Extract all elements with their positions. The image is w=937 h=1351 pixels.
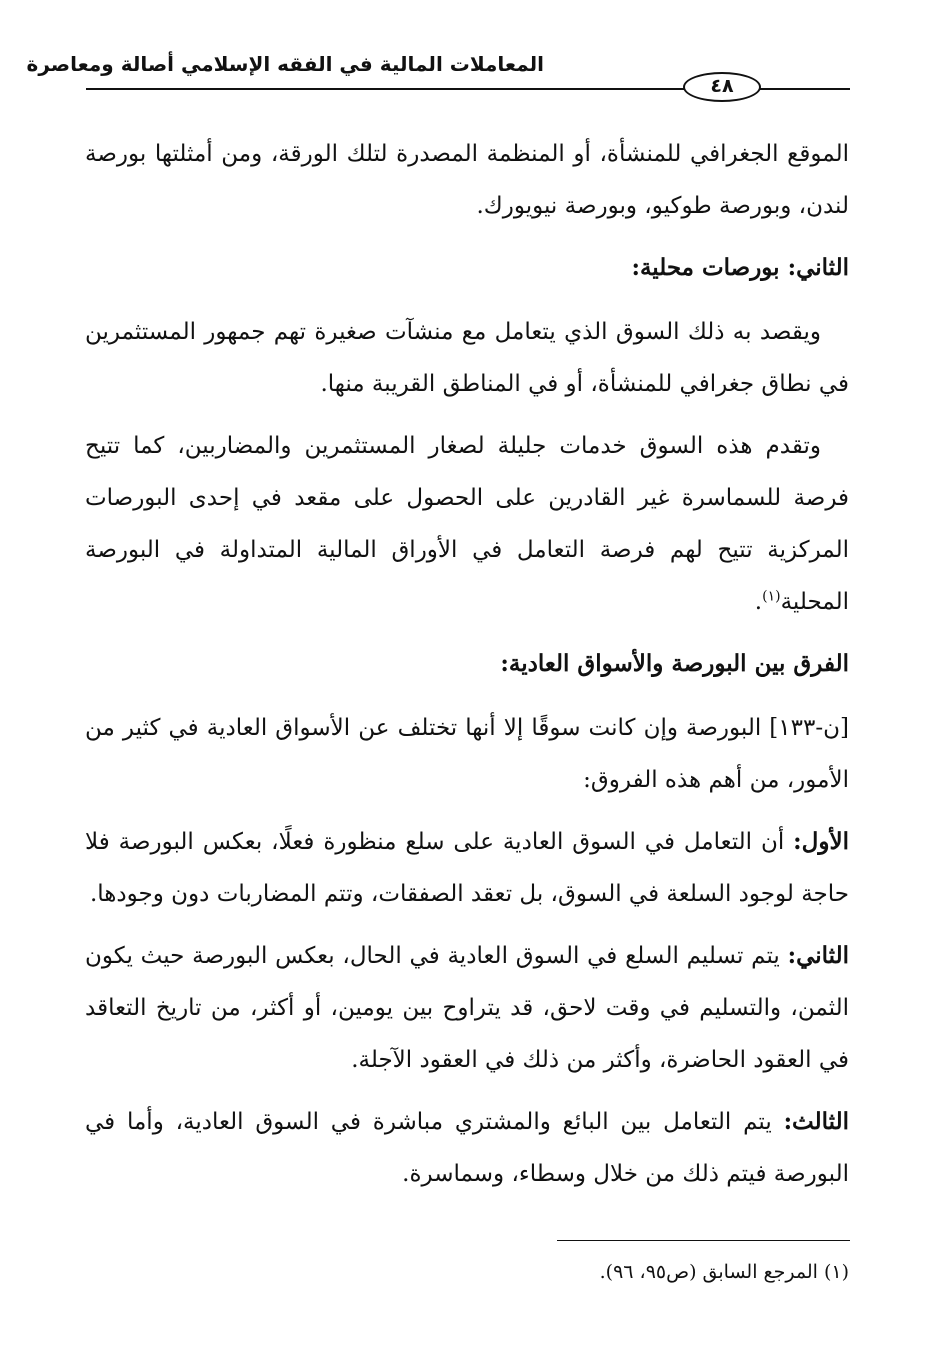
paragraph-5 bbox=[85, 816, 849, 920]
paragraph-5-text: أن التعامل في السوق العادية على سلع منظورة فعلًا، بعكس البورصة فلا حاجة لوجود السلعة في السوق، بل تعقد الصفقات، وتتم المضاربات دون وجودها. bbox=[85, 829, 849, 907]
paragraph-3 bbox=[85, 420, 849, 628]
paragraph-7-lead: الثالث: bbox=[783, 1108, 849, 1135]
page-number: ٤٨ bbox=[683, 72, 761, 102]
footnote-rule bbox=[557, 1240, 850, 1241]
footnote-1: (١) المرجع السابق (ص٩٥، ٩٦). bbox=[599, 1261, 849, 1283]
paragraph-1: الموقع الجغرافي للمنشأة، أو المنظمة المصدرة لتلك الورقة، ومن أمثلتها بورصة لندن، وبورصة طوكيو، وبورصة نيويورك. bbox=[85, 141, 849, 219]
paragraph-5-lead: الأول: bbox=[793, 828, 849, 855]
paragraph-2: ويقصد به ذلك السوق الذي يتعامل مع منشآت صغيرة تهم جمهور المستثمرين في نطاق جغرافي للمنشأة، أو في المناطق القريبة منها. bbox=[85, 319, 849, 397]
heading-difference: الفرق بين البورصة والأسواق العادية: bbox=[500, 650, 849, 677]
paragraph-7 bbox=[85, 1096, 849, 1200]
paragraph-7-text: يتم التعامل بين البائع والمشتري مباشرة في السوق العادية، وأما في البورصة فيتم ذلك من خلال وسطاء، وسماسرة. bbox=[85, 1109, 849, 1187]
footnote-ref-1: (١) bbox=[762, 588, 781, 605]
paragraph-3-end: . bbox=[754, 589, 763, 615]
paragraph-3-text: وتقدم هذه السوق خدمات جليلة لصغار المستثمرين والمضاربين، كما تتيح فرصة للسماسرة غير القادرين على الحصول على مقعد في إحدى البورصات المركزية تتيح لهم فرصة التعامل في الأوراق المالية المتداولة في البورصة المحلية bbox=[85, 433, 849, 615]
paragraph-6-lead: الثاني: bbox=[787, 942, 849, 969]
heading-local-exchanges: الثاني: بورصات محلية: bbox=[631, 254, 849, 281]
body-text bbox=[85, 128, 849, 1210]
paragraph-6 bbox=[85, 930, 849, 1086]
paragraph-6-text: يتم تسليم السلع في السوق العادية في الحال، بعكس البورصة حيث يكون الثمن، والتسليم في وقت لاحق، قد يتراوح بين يومين، أو أكثر، من تاريخ التعاقد في العقود الحاضرة، وأكثر من ذلك في العقود الآجلة. bbox=[85, 943, 849, 1073]
running-title: المعاملات المالية في الفقه الإسلامي أصالة ومعاصرة bbox=[26, 52, 544, 76]
paragraph-4: [ن-١٣٣] البورصة وإن كانت سوقًا إلا أنها تختلف عن الأسواق العادية في كثير من الأمور، من أهم هذه الفروق: bbox=[85, 715, 849, 793]
